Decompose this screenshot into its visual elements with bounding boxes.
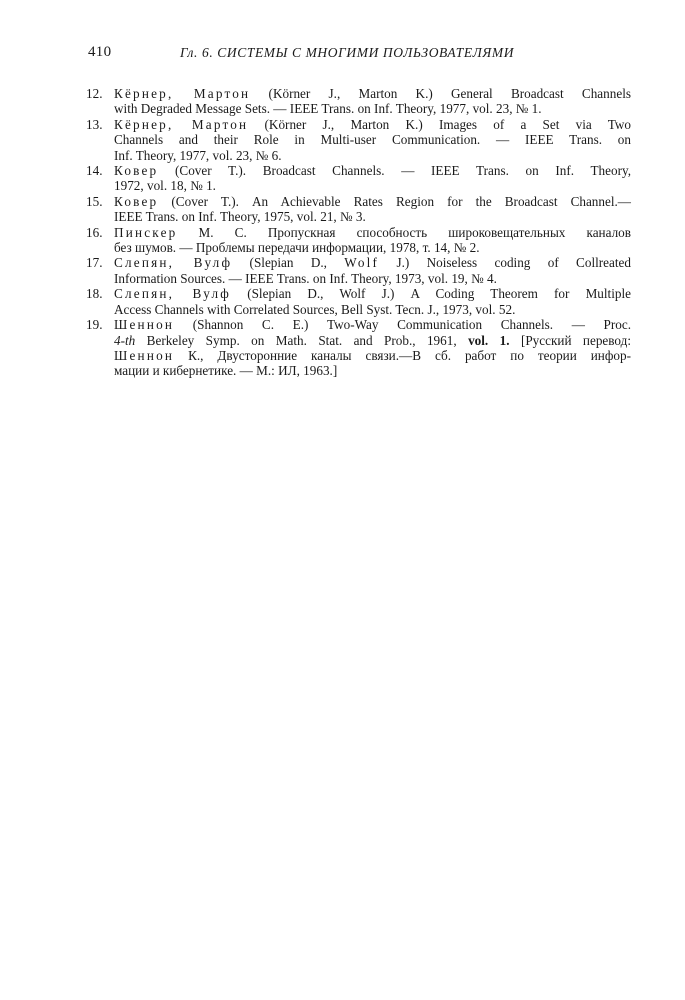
reference-text: (Slepian D., Wolf J.) A Coding Theorem for Multiple [231, 286, 631, 302]
reference-text: 4-th [114, 332, 136, 348]
author-name: Слепян, Вулф [114, 255, 233, 271]
reference-line [114, 240, 631, 255]
reference-text: (Slepian D., [232, 255, 345, 271]
page-number: 410 [88, 44, 112, 60]
reference-line [114, 209, 631, 224]
reference-text: IEEE Trans. on Inf. Theory, 1975, vol. 21, № 3. [114, 209, 366, 225]
reference-number: 13. [86, 116, 103, 132]
reference-text: Inf. Theory, 1977, vol. 23, № 6. [114, 147, 282, 163]
reference-line [114, 117, 631, 132]
reference-text: Channels and their Role in Multi-user Communication. — IEEE Trans. on [114, 132, 631, 148]
reference-item [86, 225, 631, 256]
page-header [88, 44, 633, 66]
author-name: Ковер [114, 193, 159, 209]
author-name: Пинскер [114, 224, 178, 240]
reference-text: Berkeley Symp. on Math. Stat. and Prob., 1961, [135, 332, 469, 348]
reference-text: (Shannon C. E.) Two-Way Communication Channels. — Proc. [174, 317, 631, 333]
reference-text: 1972, vol. 18, № 1. [114, 178, 216, 194]
reference-line [114, 178, 631, 193]
reference-item [86, 194, 631, 225]
reference-text: (Cover T.). Broadcast Channels. — IEEE Trans. on Inf. Theory, [158, 163, 631, 179]
reference-line [114, 132, 631, 147]
running-head: Гл. 6. СИСТЕМЫ С МНОГИМИ ПОЛЬЗОВАТЕЛЯМИ [180, 45, 515, 60]
reference-number: 18. [86, 286, 103, 302]
reference-line [114, 194, 631, 209]
reference-list [86, 86, 631, 379]
reference-line [114, 333, 631, 348]
reference-number: 14. [86, 163, 103, 179]
reference-item [86, 286, 631, 317]
author-name: Шеннон [114, 347, 175, 363]
reference-line [114, 363, 631, 378]
reference-text: Information Sources. — IEEE Trans. on Inf. Theory, 1973, vol. 19, № 4. [114, 270, 497, 286]
reference-line [114, 101, 631, 116]
author-name: Ковер [114, 163, 159, 179]
reference-item [86, 86, 631, 117]
reference-number: 16. [86, 224, 103, 240]
reference-item [86, 317, 631, 379]
reference-item [86, 163, 631, 194]
author-name: Кёрнер, Мартон [114, 116, 249, 132]
reference-line [114, 86, 631, 101]
reference-item [86, 117, 631, 163]
reference-number: 19. [86, 317, 103, 333]
reference-line [114, 302, 631, 317]
author-name: Кёрнер, Мартон [114, 86, 251, 101]
reference-text: без шумов. — Проблемы передачи информации, 1978, т. 14, № 2. [114, 240, 480, 256]
reference-number: 15. [86, 193, 103, 209]
reference-number: 17. [86, 255, 103, 271]
reference-text: vol. 1. [468, 332, 510, 348]
reference-text: К., Двусторонние каналы связи.—В сб. работ по теории инфор- [174, 347, 631, 363]
author-name: Wolf [344, 255, 380, 271]
reference-text: (Cover T.). An Achievable Rates Region for the Broadcast Channel.— [158, 193, 631, 209]
reference-text: [Русский перевод: [509, 332, 631, 348]
reference-text: J.) Noiseless coding of Collreated [379, 255, 631, 271]
reference-line [114, 271, 631, 286]
author-name: Шеннон [114, 317, 175, 333]
reference-text: with Degraded Message Sets. — IEEE Trans. on Inf. Theory, 1977, vol. 23, № 1. [114, 101, 542, 117]
reference-item [86, 255, 631, 286]
reference-text: М. С. Пропускная способность широковещательных каналов [177, 224, 631, 240]
reference-line [114, 255, 631, 270]
reference-line [114, 348, 631, 363]
reference-line [114, 225, 631, 240]
reference-line [114, 148, 631, 163]
reference-line [114, 163, 631, 178]
author-name: Слепян, Вулф [114, 286, 232, 302]
reference-line [114, 317, 631, 332]
reference-text: (Körner J., Marton K.) Images of a Set via Two [248, 116, 631, 132]
reference-line [114, 286, 631, 301]
reference-text: Access Channels with Correlated Sources, Bell Syst. Tecn. J., 1973, vol. 52. [114, 301, 516, 317]
reference-number: 12. [86, 86, 103, 101]
reference-text: мации и кибернетике. — М.: ИЛ, 1963.] [114, 363, 338, 379]
reference-text: (Körner J., Marton K.) General Broadcast Channels [250, 86, 631, 101]
